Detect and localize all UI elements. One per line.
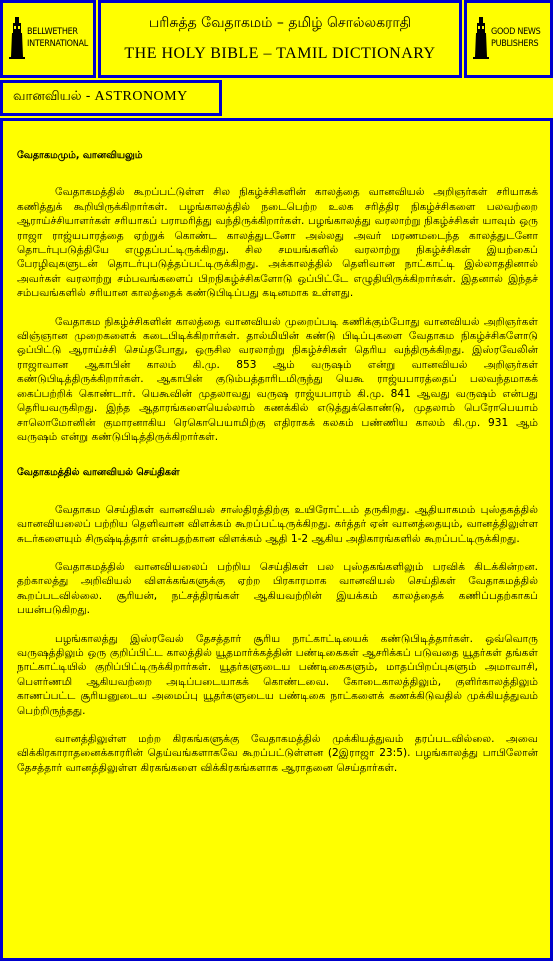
- article-body: [17, 149, 538, 789]
- section-separator: -: [81, 89, 95, 104]
- left-logo-text: [27, 26, 88, 50]
- good-news-logo: [473, 17, 540, 59]
- tower-icon: [9, 17, 25, 59]
- paragraph: பழங்காலத்து இஸ்ரவேல் தேசத்தார் சூரிய நாட்காட்டியைக் கண்டுபிடித்தார்கள். ஒவ்வொரு வருஷத்திலும் ஒரு குறிப்பிட்ட காலத்தில் யூதமார்க்கத்தின் பண்டிகைகள் ஆசரிக்கப் படுவதை யூதர்கள் தங்கள் நாட்காட்டியில் குறிப்பிட்டிருக்கிறார்கள். யூதர்களுடைய பண்டிகைகளும், மாதப்பிறப்புகளும் அமாவாசி, பௌர்ணமி ஆகியவற்றை அடிப்படையாகக் கொண்டவை. கோடைகாலத்திலும், குளிர்காலத்திலும் காணப்பட்ட சூரியனுடைய அமைப்பு யூதர்களுடைய பண்டிகை நாட்களைக் கணக்கிடுவதில் முக்கியத்துவம் பெற்றிருந்தது.: [17, 632, 538, 717]
- left-logo-box: [0, 0, 96, 78]
- content-box: [0, 118, 553, 961]
- bellwether-logo: [9, 17, 88, 59]
- logo-line: BELLWETHER: [27, 27, 78, 37]
- paragraph: வேதாகம செய்திகள் வானவியல் சாஸ்திரத்திற்கு உயிரோட்டம் தருகிறது. ஆதியாகமம் புஸ்தகத்தில் வானவியலைப் பற்றிய தெளிவான விளக்கம் கூறப்பட்டிருக்கிறது. கர்த்தர் ஏன் வானத்தையும், வானத்திலுள்ள சுடர்களையும் சிருஷ்டித்தார் என்பதற்கான விளக்கம் ஆதி 1-2 ஆகிய அதிகாரங்களில் கூறப்பட்டிருக்கிறது.: [17, 503, 538, 545]
- title-tamil: பரிசுத்த வேதாகமம் – தமிழ் சொல்லகராதி: [148, 15, 412, 31]
- logo-line: INTERNATIONAL: [27, 39, 88, 49]
- paragraph: வேதாகமத்தில் வானவியலைப் பற்றிய செய்திகள் பல புஸ்தகங்களிலும் பரவிக் கிடக்கின்றன. தற்காலத்து அறிவியல் விளக்கங்களுக்கு ஏற்ற பிரகாரமாக வானவியல் செய்திகள் வேதாகமத்தில் கூறப்படவில்லை. சூரியன், நட்சத்திரங்கள் ஆகியவற்றின் இயக்கம் காலத்தைக் கணிப்பதற்காகப் பயன்படுகிறது.: [17, 560, 538, 617]
- title-english: THE HOLY BIBLE – TAMIL DICTIONARY: [124, 45, 436, 62]
- tower-icon: [473, 17, 489, 59]
- section-box: [0, 80, 222, 116]
- section-label-tamil: வானவியல்: [13, 89, 82, 104]
- paragraph: வேதாகம நிகழ்ச்சிகளின் காலத்தை வானவியல் முறைப்படி கணிக்கும்போது வானவியல் அறிஞர்கள் விஞ்ஞான முறைகளைக் கடைபிடிக்கிறார்கள். தால்மியின் கண்டு பிடிப்புகளை வேதாகம நிகழ்ச்சிகளோடு ஒப்பிட்டு ஆராய்ச்சி செய்தபோது, ஒருசில வரலாற்று நிகழ்ச்சிகள் தெரிய வந்திருக்கிறது. இஸ்ரவேலின் ராஜாவான ஆகாபின் காலம் கி.மு. 853 ஆம் வருஷம் என்று வானவியல் அறிஞர்கள் கண்டுபிடித்திருக்கிறார்கள். ஆகாபின் குடும்பத்தாரிடமிருந்து யெகூ ராஜ்யபாரத்தைப் பலவந்தமாகக் கைப்பற்றிக் கொண்டார். யெகூவின் முதலாவது வருஷ ராஜ்யபாரம் கி.மு. 841 ஆவது வருஷம் என்பது தெரியவருகிறது. இந்த ஆதாரங்களையெல்லாம் கணக்கில் எடுத்துக்கொண்டு, முதலாம் பெரோபெயாம் சாலொமோனின் குமாரனாகிய ரெகொபெயாமிற்கு எதிராகக் கலகம் பண்ணிய காலம் கி.மு. 931 ஆம் வருஷம் என்று கண்டுபிடித்திருக்கிறார்கள்.: [17, 315, 538, 443]
- paragraph: வானத்திலுள்ள மற்ற கிரகங்களுக்கு வேதாகமத்தில் முக்கியத்துவம் தரப்படவில்லை. அவை விக்கிரகாராதனைக்காரரின் தெய்வங்களாகவே கூறப்பட்டுள்ளன (2இராஜா 23:5). பழங்காலத்து பாபிலோன் தேசத்தார் வானத்திலுள்ள கிரகங்களை விக்கிரகங்களாக ஆராதனை செய்தார்கள்.: [17, 733, 538, 774]
- logo-line: GOOD NEWS: [491, 27, 541, 37]
- subheading: வேதாகமத்தில் வானவியல் செய்திகள்: [17, 467, 180, 479]
- section-label-english: ASTRONOMY: [94, 89, 188, 104]
- logo-line: PUBLISHERS: [491, 39, 539, 49]
- right-logo-text: [491, 26, 540, 50]
- paragraph: வேதாகமத்தில் கூறப்பட்டுள்ள சில நிகழ்ச்சிகளின் காலத்தை வானவியல் அறிஞர்கள் சரியாகக் கணித்துக் கூறியிருக்கிறார்கள். பழங்காலத்தில் நடைபெற்ற உலக சரித்திர நிகழ்ச்சிகளை பலவற்றை ஆராய்ச்சியாளர்கள் சரியாகப் பராமரித்து வந்திருக்கிறார்கள். பழங்காலத்து வரலாற்று நிகழ்ச்சிகள் யாவும் ஒரு ராஜா ராஜ்யபாரத்தை ஏற்றுக் கொண்ட காலத்துடனோ அல்லது அவர் மரணமடைந்த காலத்துடனோ தொடர்புபடுத்தியே எழுதப்பட்டிருக்கிறது. சில சமயங்களில் வரலாற்று நிகழ்ச்சிகள் இயற்கைப் பேரழிவுகளுடன் தொடர்புபடுத்தப்பட்டிருக்கிறது. அக்காலத்தில் தெளிவான நாட்காட்டி இல்லாததினால் அவர்கள் வரலாற்று சம்பவங்களைப் பிறநிகழ்ச்சிகளோடு ஒப்பிட்டே எழுதியிருக்கிறார்கள். இதனால் இந்தச் சம்பவங்களில் சரியான காலத்தைக் கண்டுபிடிப்பது கடினமாக உள்ளது.: [17, 186, 538, 300]
- title-box: [98, 0, 462, 78]
- section-label: [13, 89, 188, 105]
- subheading: வேதாகமமும், வானவியலும்: [17, 150, 143, 161]
- right-logo-box: [464, 0, 553, 78]
